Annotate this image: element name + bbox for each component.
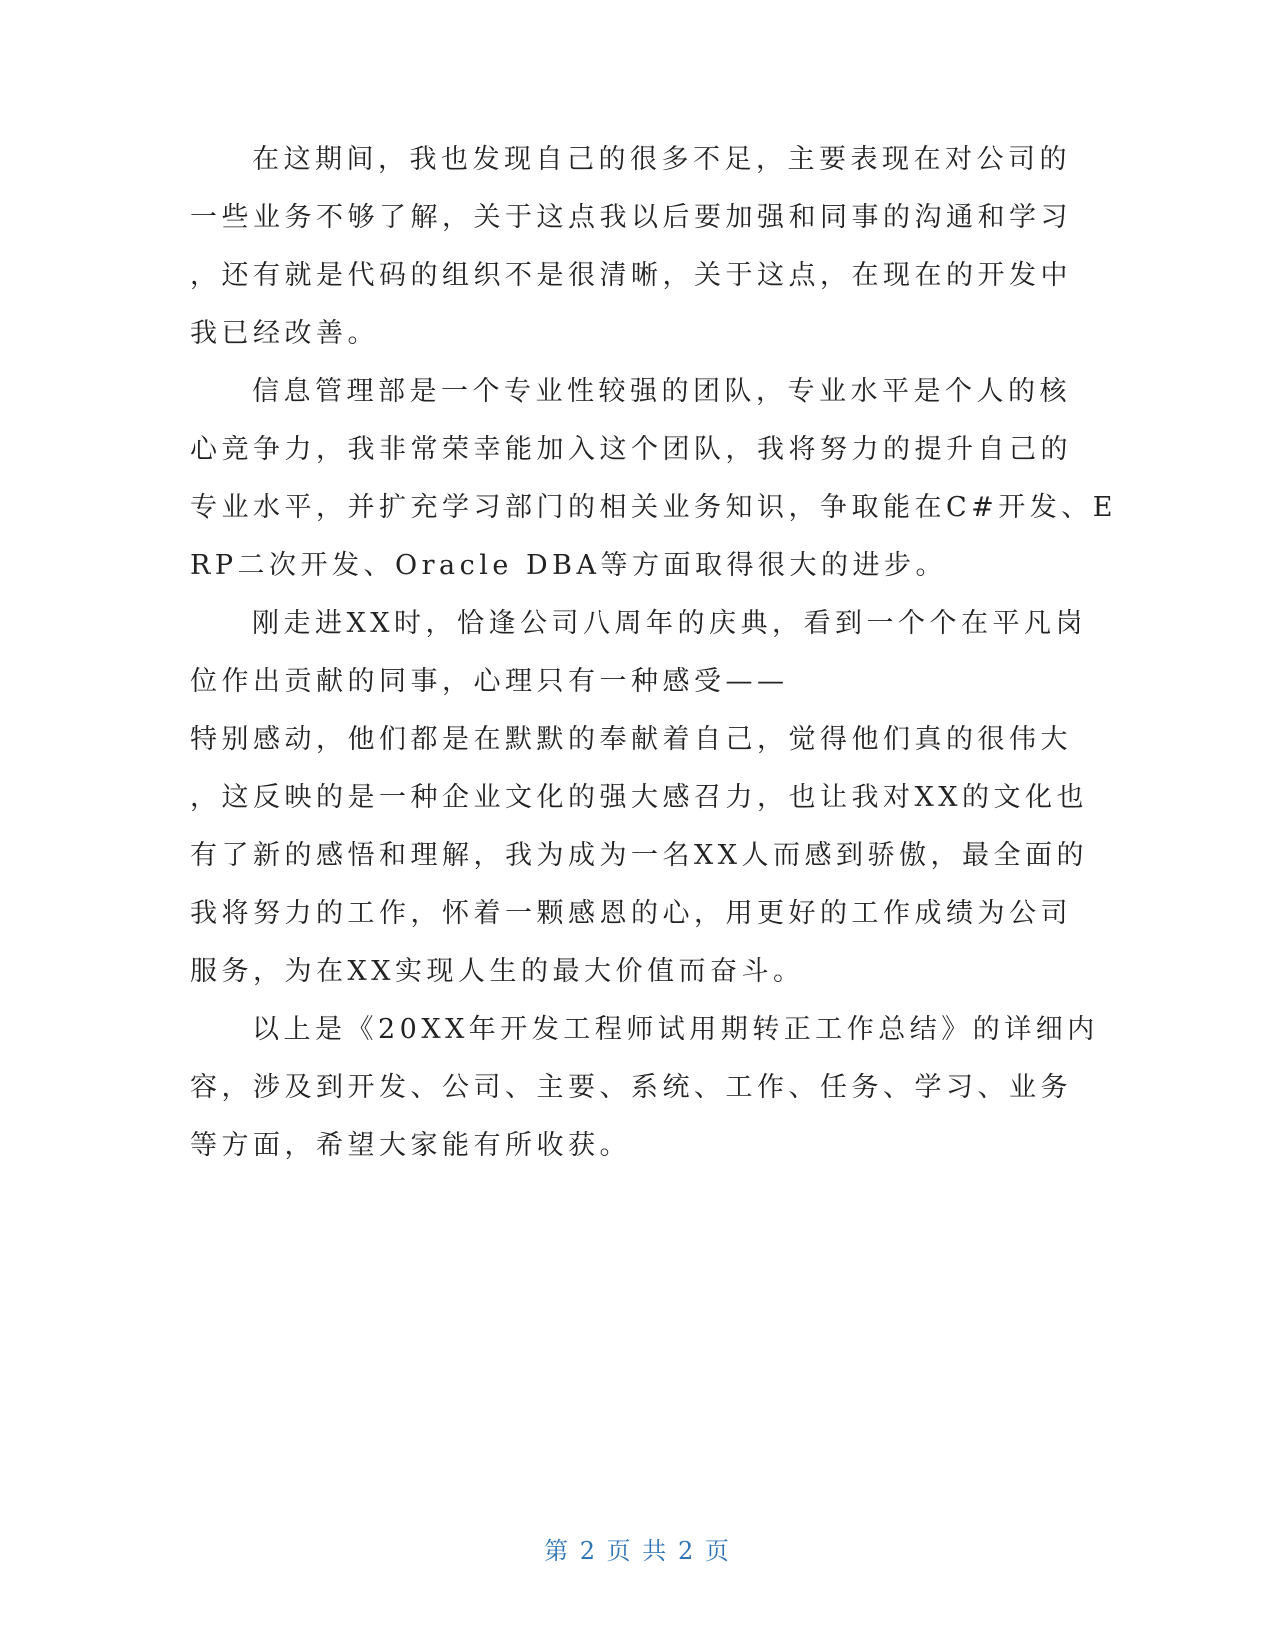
- paragraph-2-line-4: RP二次开发、Oracle DBA等方面取得很大的进步。: [190, 550, 947, 581]
- paragraph-1-line-3: ，还有就是代码的组织不是很清晰，关于这点，在现在的开发中: [190, 260, 1072, 291]
- paragraph-2-line-2: 心竞争力，我非常荣幸能加入这个团队，我将努力的提升自己的: [190, 434, 1072, 465]
- paragraph-3-line-3: 特别感动，他们都是在默默的奉献着自己，觉得他们真的很伟大: [190, 724, 1072, 755]
- paragraph-3-line-4: ，这反映的是一种企业文化的强大感召力，也让我对XX的文化也: [190, 782, 1088, 813]
- paragraph-4-line-1: 以上是《20XX年开发工程师试用期转正工作总结》的详细内: [252, 1014, 1099, 1045]
- paragraph-1-line-1: 在这期间，我也发现自己的很多不足，主要表现在对公司的: [252, 144, 1071, 175]
- paragraph-3-line-6: 我将努力的工作，怀着一颗感恩的心，用更好的工作成绩为公司: [190, 898, 1072, 929]
- paragraph-1-line-4: 我已经改善。: [190, 318, 379, 349]
- page-number-footer: 第 2 页 共 2 页: [544, 1537, 731, 1565]
- paragraph-2-line-1: 信息管理部是一个专业性较强的团队，专业水平是个人的核: [252, 376, 1071, 407]
- paragraph-1-line-2: 一些业务不够了解，关于这点我以后要加强和同事的沟通和学习: [190, 202, 1072, 233]
- paragraph-3-line-1: 刚走进XX时，恰逢公司八周年的庆典，看到一个个在平凡岗: [252, 608, 1087, 639]
- paragraph-4-line-3: 等方面，希望大家能有所收获。: [190, 1130, 631, 1161]
- paragraph-3-line-5: 有了新的感悟和理解，我为成为一名XX人而感到骄傲，最全面的: [190, 840, 1088, 871]
- paragraph-4-line-2: 容，涉及到开发、公司、主要、系统、工作、任务、学习、业务: [190, 1072, 1072, 1103]
- paragraph-3-line-7: 服务，为在XX实现人生的最大价值而奋斗。: [190, 956, 805, 987]
- paragraph-3-line-2: 位作出贡献的同事，心理只有一种感受——: [190, 666, 789, 697]
- paragraph-2-line-3: 专业水平，并扩充学习部门的相关业务知识，争取能在C#开发、E: [190, 492, 1117, 523]
